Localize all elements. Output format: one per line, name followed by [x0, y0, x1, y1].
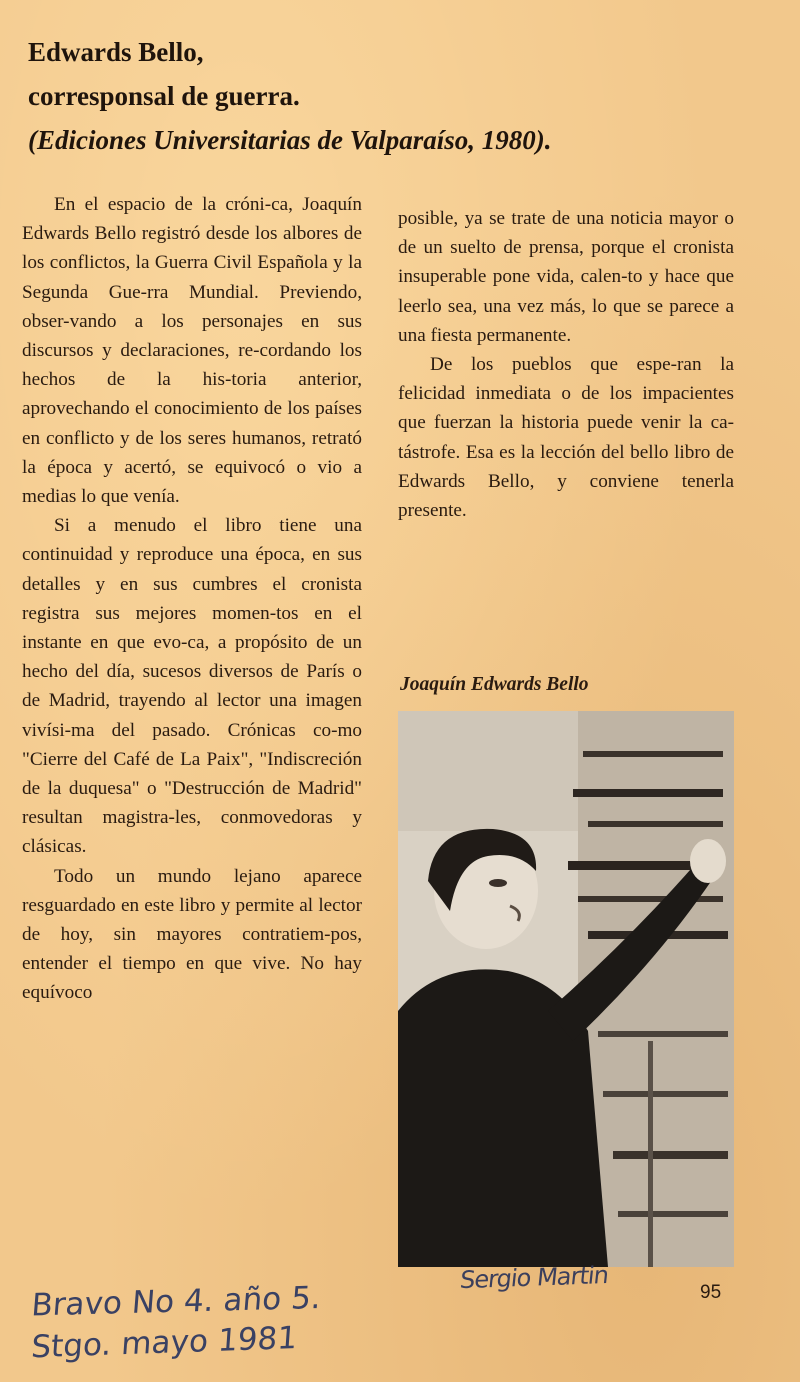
right-text-column: [398, 204, 734, 525]
handwritten-note-line-1: Bravo No 4. año 5.: [30, 1279, 323, 1324]
page-number: 95: [700, 1282, 722, 1303]
paragraph-1: En el espacio de la cróni-ca, Joaquín Edwards Bello registró desde los albores de los conflictos, la Guerra Civil Española y la Segunda Gue-rra Mundial. Previendo, obser-vando a los personajes en sus discursos y declaraciones, re-cordando los hechos de la his-toria anterior, aprovechando el conocimiento de los países en conflicto y de los seres humanos, retrató la época y acertó, se equivocó o vio a medias lo que venía.: [22, 194, 362, 508]
header-author-title: Edwards Bello,: [28, 37, 204, 67]
portrait-photo: [398, 711, 734, 1267]
paragraph-4: De los pueblos que espe-ran la felicidad inmediata o de los impacientes que fuerzan la historia puede venir la ca-tástrofe. Esa es la lección del bello libro de Edwards Bello, y conviene tenerla presente.: [398, 354, 734, 522]
portrait-illustration: [398, 711, 734, 1267]
article-header: [28, 30, 768, 162]
photo-caption: Joaquín Edwards Bello: [400, 674, 589, 695]
left-text-column: [22, 190, 362, 1008]
header-subtitle: corresponsal de guerra.: [28, 81, 300, 111]
paragraph-3-continued: posible, ya se trate de una noticia mayor o de un suelto de prensa, porque el cronista insuperable pone vida, calen-to y hace que leerlo sea, una vez más, lo que se parece a una fiesta permanente.: [398, 208, 734, 346]
header-publisher: (Ediciones Universitarias de Valparaíso, 1980).: [28, 125, 552, 155]
handwritten-note-line-2: Stgo. mayo 1981: [30, 1320, 299, 1366]
photographer-signature: Sergio Martin: [458, 1261, 610, 1295]
paragraph-2: Si a menudo el libro tiene una continuidad y reproduce una época, en sus detalles y en sus cumbres el cronista registra sus mejores momen-tos en el instante en que evo-ca, a propósito de un hecho del día, sucesos diversos de París o de Madrid, trayendo al lector una imagen vivísi-ma del pasado. Crónicas co-mo "Cierre del Café de La Paix", "Indiscreción de la duquesa" o "Destrucción de Madrid" resultan magistra-les, conmovedoras y clásicas.: [22, 515, 362, 858]
paragraph-3: Todo un mundo lejano aparece resguardado en este libro y permite al lector de hoy, sin mayores contratiem-pos, entender el tiempo en que vive. No hay equívoco: [22, 865, 362, 1004]
